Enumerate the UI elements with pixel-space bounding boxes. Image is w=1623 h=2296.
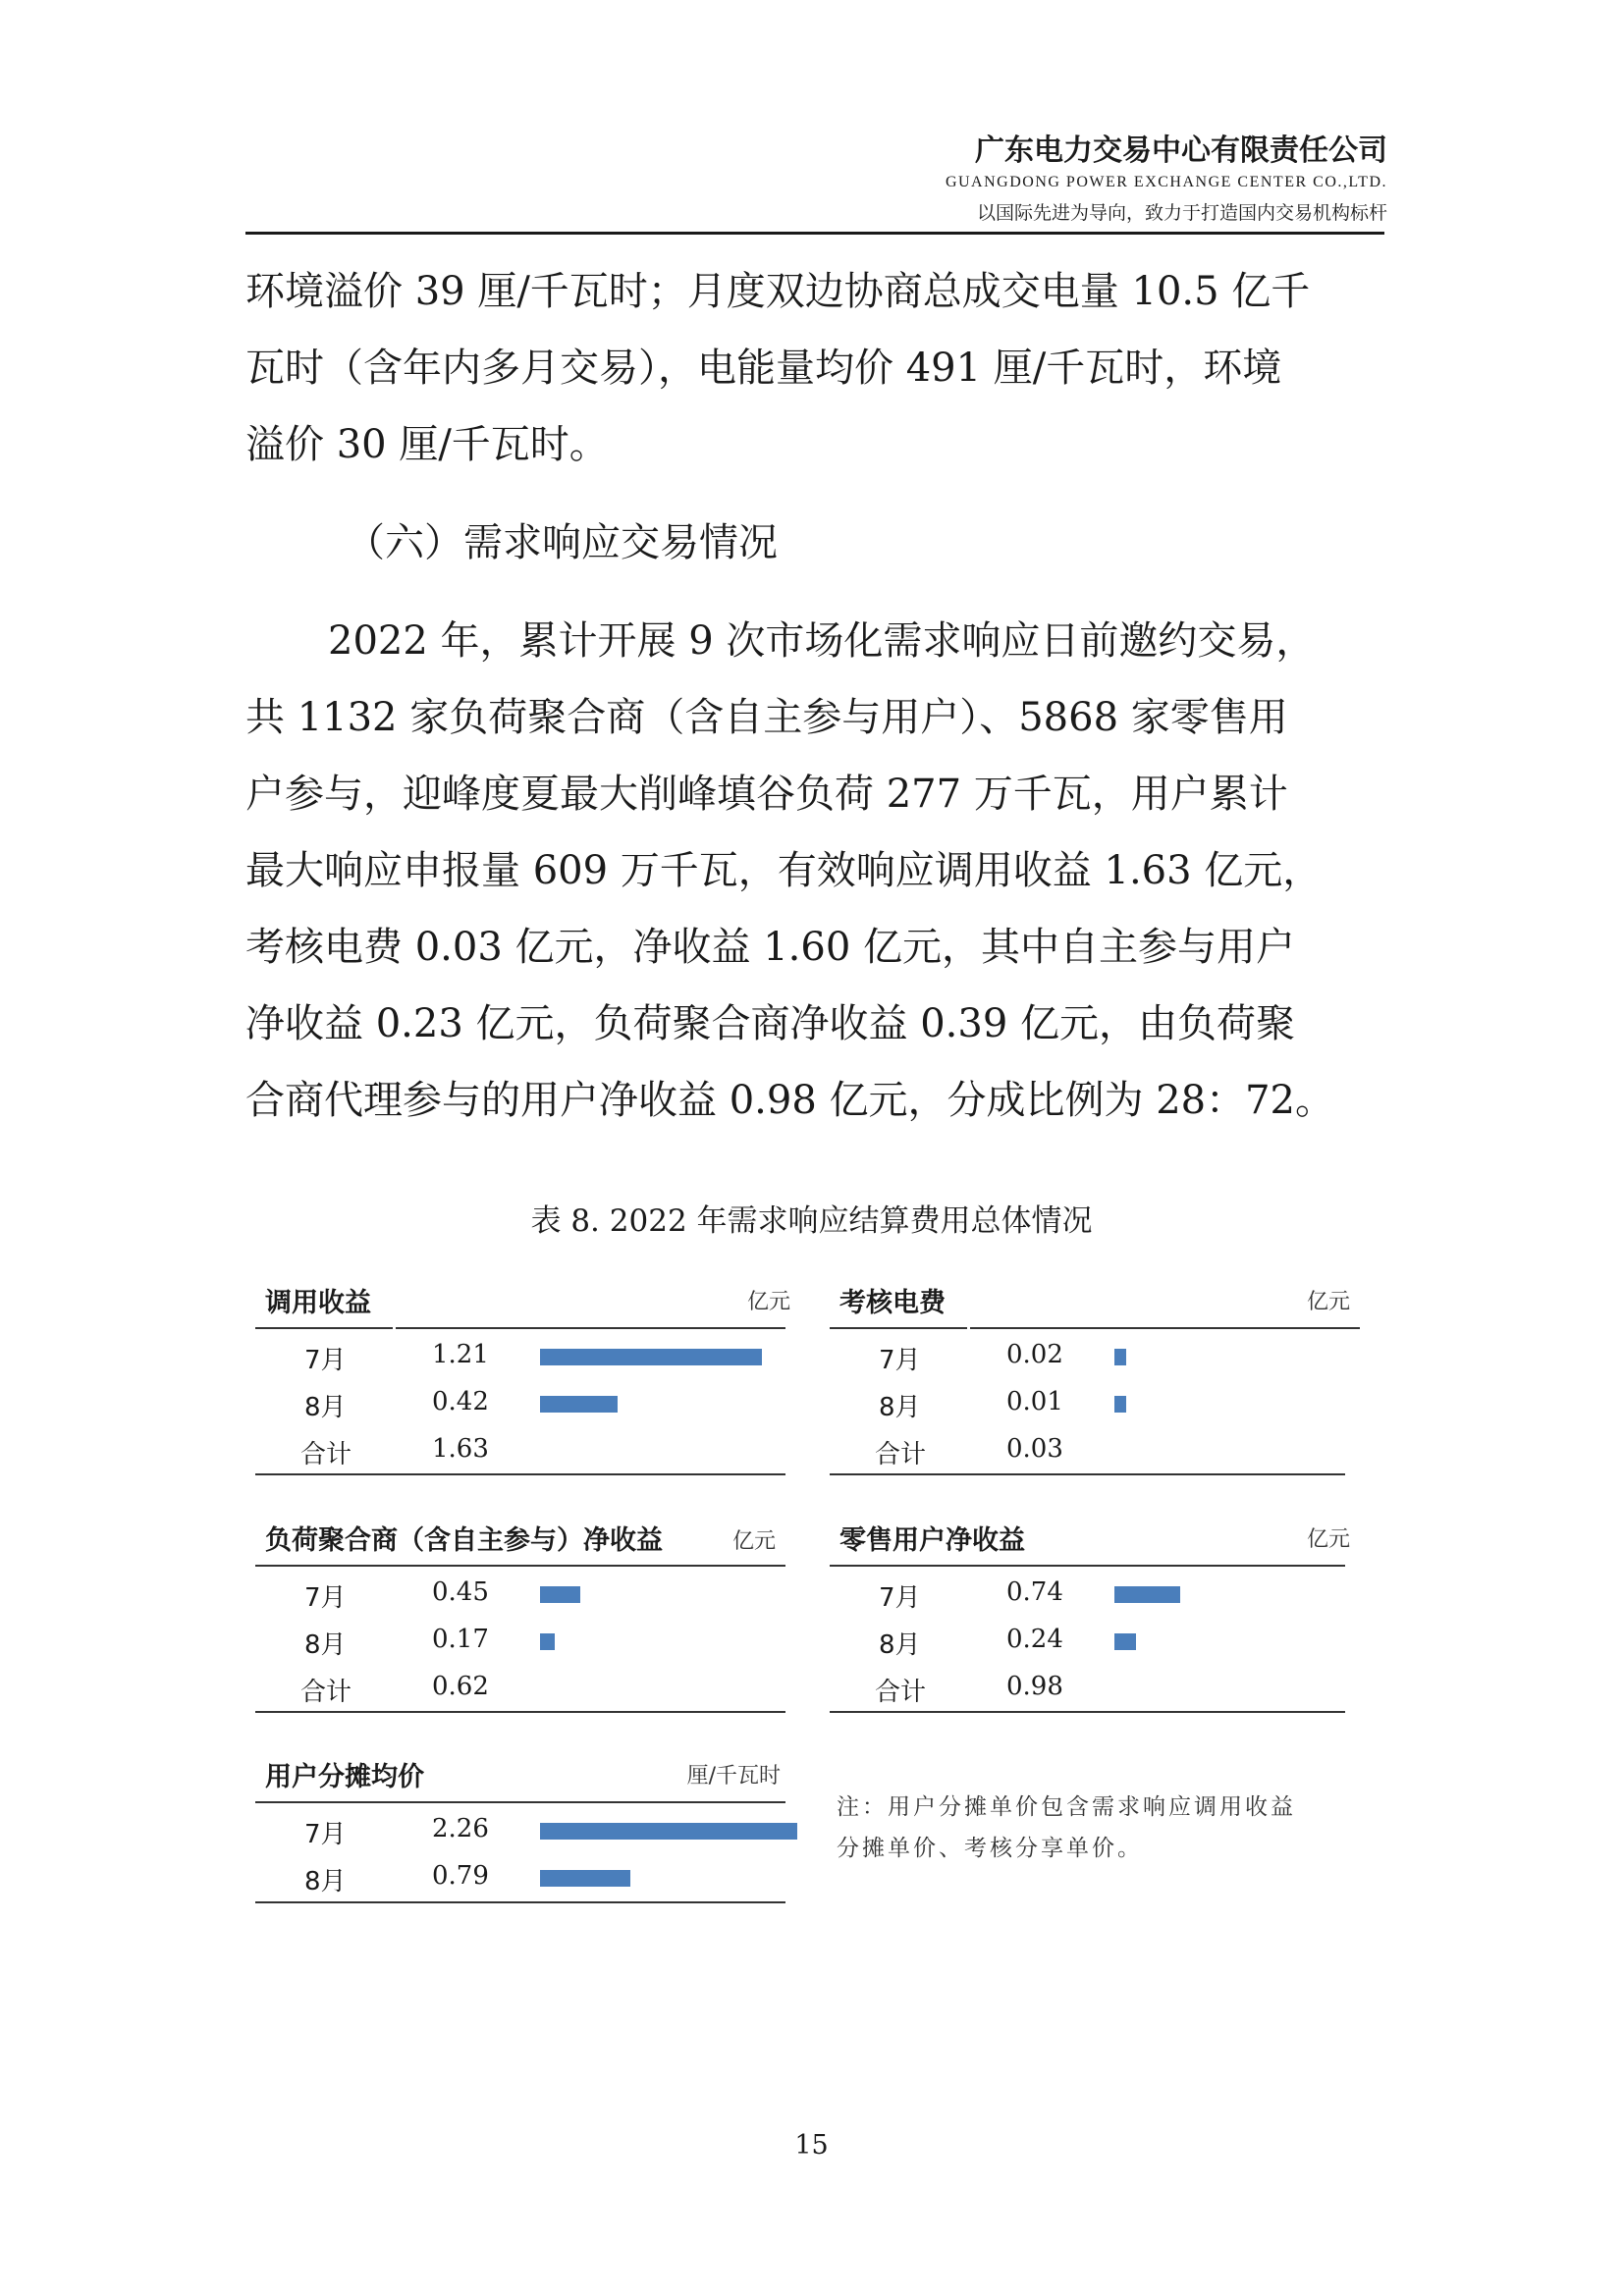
panel-unit: 亿元 bbox=[746, 1290, 790, 1314]
value-label: 2.26 bbox=[432, 1814, 489, 1843]
chart-panel-retail-net-revenue bbox=[830, 1519, 1360, 1715]
value-label: 0.17 bbox=[432, 1625, 489, 1654]
chart-panel-assessment-fee bbox=[830, 1281, 1360, 1477]
table-caption: 表 8. 2022 年需求响应结算费用总体情况 bbox=[530, 1203, 1093, 1239]
panel-title: 调用收益 bbox=[265, 1288, 371, 1318]
chart-panel-dispatch-revenue bbox=[255, 1281, 790, 1477]
category-label: 8月 bbox=[304, 1630, 347, 1660]
bar-row bbox=[255, 1379, 785, 1426]
header-rule bbox=[245, 232, 1384, 235]
bar-row bbox=[255, 1806, 785, 1853]
category-label: 8月 bbox=[304, 1393, 347, 1422]
bar bbox=[1114, 1349, 1126, 1365]
bar-row bbox=[255, 1853, 785, 1900]
table-note: 注：用户分摊单价包含需求响应调用收益 分摊单价、考核分享单价。 bbox=[837, 1794, 1296, 1861]
company-name-en: GUANGDONG POWER EXCHANGE CENTER CO.,LTD. bbox=[945, 174, 1387, 190]
panel-unit: 亿元 bbox=[1306, 1527, 1350, 1552]
value-label: 1.21 bbox=[432, 1340, 489, 1369]
chart-panel-user-avg-price bbox=[255, 1755, 785, 1912]
panel-title: 负荷聚合商（含自主参与）净收益 bbox=[265, 1525, 663, 1556]
panel-title: 零售用户净收益 bbox=[839, 1525, 1025, 1556]
panel-bottom-rule bbox=[830, 1473, 1345, 1475]
bar bbox=[1114, 1396, 1126, 1413]
value-label: 0.45 bbox=[432, 1577, 489, 1607]
value-label: 0.42 bbox=[432, 1387, 489, 1416]
panel-bottom-rule bbox=[255, 1711, 785, 1713]
panel-title: 用户分摊均价 bbox=[265, 1762, 424, 1792]
bar-row bbox=[255, 1332, 785, 1379]
total-label: 合计 bbox=[875, 1678, 927, 1707]
category-label: 7月 bbox=[879, 1346, 921, 1375]
bar bbox=[540, 1870, 630, 1887]
panel-title: 考核电费 bbox=[839, 1288, 946, 1318]
total-row bbox=[255, 1664, 785, 1711]
bar-row bbox=[830, 1570, 1360, 1617]
total-row bbox=[255, 1426, 785, 1473]
category-label: 8月 bbox=[879, 1630, 921, 1660]
total-value: 0.62 bbox=[432, 1672, 489, 1701]
panel-unit: 亿元 bbox=[731, 1529, 776, 1554]
category-label: 7月 bbox=[304, 1820, 347, 1849]
paragraph-1: 环境溢价 39 厘/千瓦时；月度双边协商总成交电量 10.5 亿千 瓦时（含年内多月交易），电能量均价 491 厘/千瓦时，环境 溢价 30 厘/千瓦时。 bbox=[245, 269, 1311, 467]
category-label: 7月 bbox=[304, 1583, 347, 1613]
total-row bbox=[830, 1664, 1360, 1711]
value-label: 0.24 bbox=[1006, 1625, 1063, 1654]
panel-header-rule bbox=[255, 1565, 785, 1567]
value-label: 0.02 bbox=[1006, 1340, 1063, 1369]
total-value: 0.98 bbox=[1006, 1672, 1063, 1701]
panel-header-rule bbox=[255, 1327, 393, 1329]
total-label: 合计 bbox=[300, 1678, 352, 1707]
bar-row bbox=[830, 1332, 1360, 1379]
total-value: 1.63 bbox=[432, 1434, 489, 1464]
bar bbox=[540, 1633, 555, 1650]
section-heading: （六）需求响应交易情况 bbox=[346, 520, 778, 565]
company-slogan: 以国际先进为导向，致力于打造国内交易机构标杆 bbox=[976, 202, 1387, 224]
bar bbox=[540, 1823, 797, 1840]
total-label: 合计 bbox=[875, 1440, 927, 1469]
paragraph-2: 2022 年，累计开展 9 次市场化需求响应日前邀约交易， 共 1132 家负荷聚合商（含自主参与用户）、5868 家零售用 户参与，迎峰度夏最大削峰填谷负荷 277 万千瓦，用户累计 最大响应申报量 609 万千瓦，有效响应调用收益 1.63 亿元， 考核电费 0.03 亿元，净收益 1.60 亿元，其中自主参与用户 净收益 0.23 亿元，负荷聚合商净收益 0.39 亿元，由负荷聚 合商代理参与的用户净收益 0.98 亿元，分成比例为 28：72。 bbox=[245, 618, 1335, 1123]
bar bbox=[1114, 1633, 1136, 1650]
total-row bbox=[830, 1426, 1360, 1473]
bar-row bbox=[830, 1379, 1360, 1426]
panel-unit: 亿元 bbox=[1306, 1290, 1350, 1314]
panel-header-rule bbox=[255, 1801, 785, 1803]
bar-row bbox=[255, 1570, 785, 1617]
bar bbox=[540, 1349, 762, 1365]
total-label: 合计 bbox=[300, 1440, 352, 1469]
panel-bottom-rule bbox=[255, 1473, 785, 1475]
panel-header-rule bbox=[830, 1565, 1345, 1567]
category-label: 8月 bbox=[879, 1393, 921, 1422]
panel-unit: 厘/千瓦时 bbox=[686, 1764, 781, 1789]
bar bbox=[540, 1396, 618, 1413]
category-label: 7月 bbox=[304, 1346, 347, 1375]
panel-bottom-rule bbox=[830, 1711, 1345, 1713]
page-number: 15 bbox=[794, 2130, 829, 2161]
panel-header-rule bbox=[830, 1327, 967, 1329]
value-label: 0.74 bbox=[1006, 1577, 1063, 1607]
company-name-cn: 广东电力交易中心有限责任公司 bbox=[975, 133, 1387, 168]
value-label: 0.01 bbox=[1006, 1387, 1063, 1416]
category-label: 8月 bbox=[304, 1867, 347, 1896]
bar-row bbox=[255, 1617, 785, 1664]
panel-bottom-rule bbox=[255, 1901, 785, 1903]
total-value: 0.03 bbox=[1006, 1434, 1063, 1464]
bar bbox=[1114, 1586, 1180, 1603]
panel-header-rule bbox=[396, 1327, 785, 1329]
bar bbox=[540, 1586, 580, 1603]
chart-panel-aggregator-net-revenue bbox=[255, 1519, 785, 1715]
value-label: 0.79 bbox=[432, 1861, 489, 1891]
panel-header-rule bbox=[970, 1327, 1360, 1329]
category-label: 7月 bbox=[879, 1583, 921, 1613]
bar-row bbox=[830, 1617, 1360, 1664]
